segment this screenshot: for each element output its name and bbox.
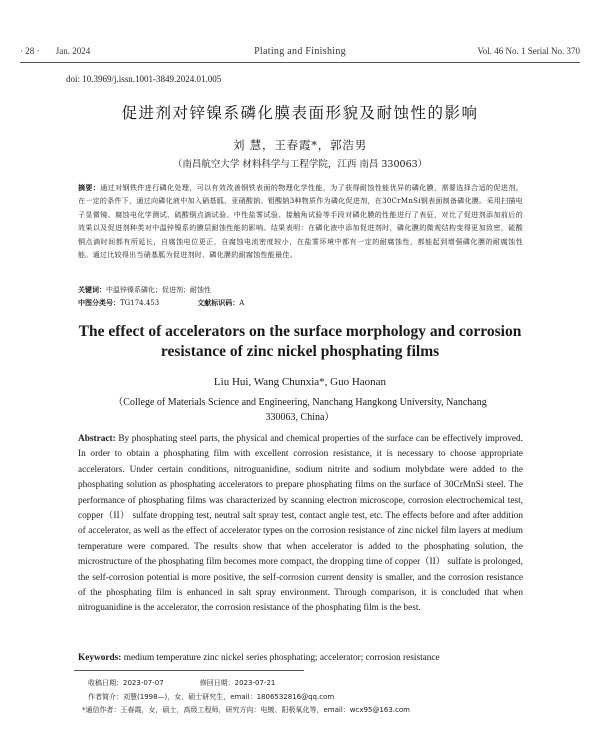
english-affiliation: （College of Materials Science and Engineering, Nanchang Hangkong University, Nanchang 330063, China） bbox=[113, 397, 487, 423]
journal-name: Plating and Finishing bbox=[254, 46, 346, 57]
doc-code-value: A bbox=[239, 299, 245, 307]
classification-label: 中图分类号： bbox=[78, 299, 120, 307]
english-abstract-text: By phosphating steel parts, the physical and chemical properties of the surface can be effectively improved. In order to obtain a phosphating film with excellent corrosion resistance, it is necessary to choose appropriate accelerators. Under certain conditions, nitroguanidine, sodium nitrite and sodium molybdate were added to the phosphating solution as phosphating accelerators to prepare phosphating films on the surface of 30CrMnSi steel. The performance of phosphating films was characterized by scanning electron microscope, corrosion electrochemical test, copper（II） sulfate dropping test, neutral salt spray test, contact angle test, etc. The effects before and after addition of accelerator, as well as the effect of accelerator types on the corrosion resistance of zinc nickel film layers at medium temperature were compared. The results show that when accelerator is added to the phosphating solution, the microstructure of the phosphating film becomes more compact, the dropping time of copper（II） sulfate is prolonged, the self-corrosion potential is more positive, the self-corrosion current density is smaller, and the corrosion resistance of the phosphating film is enhanced in salt spray environment. Through comparison, it is concluded that when nitroguanidine is the accelerator, the corrosion resistance of the phosphating film is the best. bbox=[78, 434, 523, 614]
chinese-affiliation: （南昌航空大学 材料科学与工程学院，江西 南昌 330063） bbox=[172, 159, 428, 170]
english-keywords-label: Keywords: bbox=[78, 653, 122, 663]
chinese-abstract-label: 摘要： bbox=[78, 184, 101, 192]
english-abstract bbox=[78, 432, 523, 617]
chinese-authors: 刘 慧，王春霞*，郭浩男 bbox=[232, 138, 367, 152]
doc-code-label: 文献标识码： bbox=[197, 299, 240, 307]
chinese-keywords-text: 中温锌镍系磷化；促进剂；耐蚀性 bbox=[106, 286, 211, 294]
chinese-abstract bbox=[78, 182, 523, 262]
revised-date: 修回日期：2023-07-21 bbox=[199, 679, 276, 687]
footnote-dates bbox=[88, 677, 528, 691]
footnote-author-info: 作者简介：刘慧(1998—)，女，硕士研究生，email：1806532816@qq.com bbox=[88, 692, 335, 701]
header-divider bbox=[20, 62, 580, 63]
chinese-abstract-text: 通过对钢铁件进行磷化处理，可以有效改善钢铁表面的物理化学性能，为了获得耐蚀性能优异的磷化膜，需要选择合适的促进剂。在一定的条件下，通过向磷化液中加入硝基胍、亚硝酸钠、钼酸钠3种物质作为磷化促进剂，在30CrMnSi钢表面制备磷化膜。采用扫描电子显微镜、腐蚀电化学测试、硫酸铜点滴试验、中性盐雾试验、接触角试验等手段对磷化膜的性能进行了表征，对比了促进剂添加前后的效果以及促进剂种类对中温锌镍系的膜层耐蚀性能的影响。结果表明：在磷化液中添加促进剂时，磷化膜的微观结构变得更加致密，硫酸铜点滴时间都有所延长，自腐蚀电位更正，自腐蚀电流密度较小，在盐雾环境中都有一定的耐腐蚀性，都能起到增强磷化膜的耐腐蚀性能。通过比较得出当硝基胍为促进剂时，磷化膜的耐腐蚀性能最佳。 bbox=[78, 184, 523, 260]
footnote-corresponding-author: *通信作者：王春霞，女，硕士，高级工程师，研究方向：电镀、阳极氧化等，email：wcx95@163.com bbox=[82, 706, 410, 714]
footnote-divider bbox=[74, 670, 304, 671]
english-authors: Liu Hui, Wang Chunxia*, Guo Haonan bbox=[213, 376, 387, 388]
footnotes bbox=[82, 677, 528, 718]
received-date: 收稿日期：2023-07-07 bbox=[88, 679, 164, 687]
doi-line[interactable]: doi: 10.3969/j.issn.1001-3849.2024.01.005 bbox=[66, 74, 222, 84]
english-keywords bbox=[78, 652, 523, 665]
classification-value: TG174.453 bbox=[120, 299, 160, 307]
chinese-keywords-label: 关键词： bbox=[78, 286, 106, 294]
volume-info: Vol. 46 No. 1 Serial No. 370 bbox=[477, 46, 580, 56]
running-header bbox=[20, 46, 580, 60]
issue-date: Jan. 2024 bbox=[55, 46, 91, 56]
classification-line bbox=[78, 297, 523, 309]
english-abstract-label: Abstract: bbox=[78, 434, 116, 444]
page-number: · 28 · bbox=[20, 46, 40, 56]
chinese-keywords bbox=[78, 284, 523, 296]
english-keywords-text: medium temperature zinc nickel series phosphating; accelerator; corrosion resistance bbox=[123, 653, 440, 663]
chinese-title: 促进剂对锌镍系磷化膜表面形貌及耐蚀性的影响 bbox=[121, 104, 479, 122]
english-title: The effect of accelerators on the surface morphology and corrosion resistance of zinc nickel phosphating films bbox=[78, 323, 522, 360]
